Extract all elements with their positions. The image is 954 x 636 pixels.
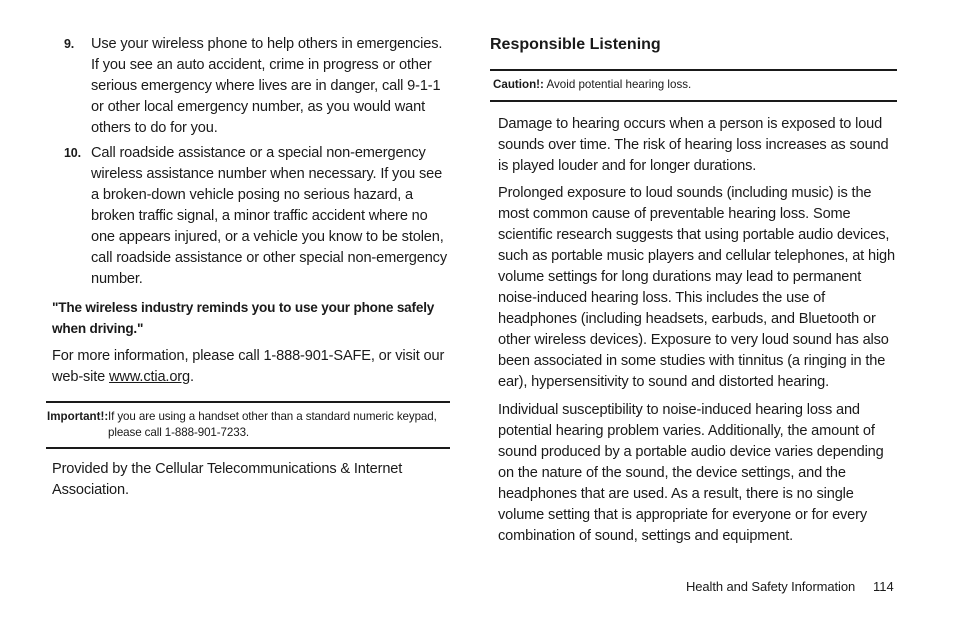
important-text: If you are using a handset other than a standard numeric keypad, please call 1-888-901-7233. [108, 410, 437, 439]
important-top-rule [46, 401, 450, 403]
caution-label: Caution!: [493, 78, 544, 91]
caution-top-rule [490, 69, 897, 71]
paragraph: Individual susceptibility to noise-induced hearing loss and potential hearing problem varies. Additionally, the amount of sound produced by a portable audio device varies depending on the nature of the sound, the device settings, and the headphones that are used. As a result, there is no single volume setting that is appropriate for everyone or for every combination of sound, settings and equipment. [498, 402, 884, 544]
section-heading: Responsible Listening [490, 36, 661, 53]
caution-text: Avoid potential hearing loss. [546, 78, 692, 91]
more-info-text: For more information, please call 1-888-901-SAFE, or visit our web-site [52, 348, 445, 385]
list-text: Call roadside assistance or a special non-emergency wireless assistance number when necessary. If you see a broken-down vehicle posing no serious hazard, a broken traffic signal, a minor traffic accident where no one appears injured, or a vehicle you know to be stolen, call roadside assistance or other special non-emergency number. [91, 145, 447, 287]
list-number: 10. [64, 146, 81, 160]
important-bottom-rule [46, 447, 450, 449]
paragraph: Prolonged exposure to loud sounds (including music) is the most common cause of preventable hearing loss. Some scientific research suggests that using portable audio devices, such as portable music players and cellular telephones, at high volume settings for long durations may lead to permanent noise-induced hearing loss. This includes the use of headphones (including headsets, earbuds, and Bluetooth or other wireless devices). Exposure to very loud sound has also been associated in some studies with tinnitus (a ringing in the ear), hypersensitivity to sound and distorted hearing. [498, 185, 895, 390]
caution-bottom-rule [490, 100, 897, 102]
more-info-suffix: . [189, 369, 194, 385]
provided-by-text: Provided by the Cellular Telecommunications & Internet Association. [52, 461, 403, 498]
list-text: Use your wireless phone to help others in emergencies. If you see an auto accident, crime in progress or other serious emergency where lives are in danger, call 9-1-1 or other local emergency number, as you would want others to do for you. [91, 36, 443, 136]
safety-quote: "The wireless industry reminds you to use your phone safely when driving." [52, 300, 435, 336]
more-info-paragraph [52, 346, 452, 388]
caution-note [493, 77, 893, 93]
page-number: 114 [873, 579, 894, 594]
list-number: 9. [64, 37, 75, 51]
footer-section-title: Health and Safety Information [686, 579, 856, 594]
ctia-link[interactable]: www.ctia.org [109, 369, 190, 385]
paragraph: Damage to hearing occurs when a person is exposed to loud sounds over time. The risk of hearing loss increases as sound is played louder and for longer durations. [498, 116, 889, 174]
important-label: Important!: [47, 410, 109, 423]
